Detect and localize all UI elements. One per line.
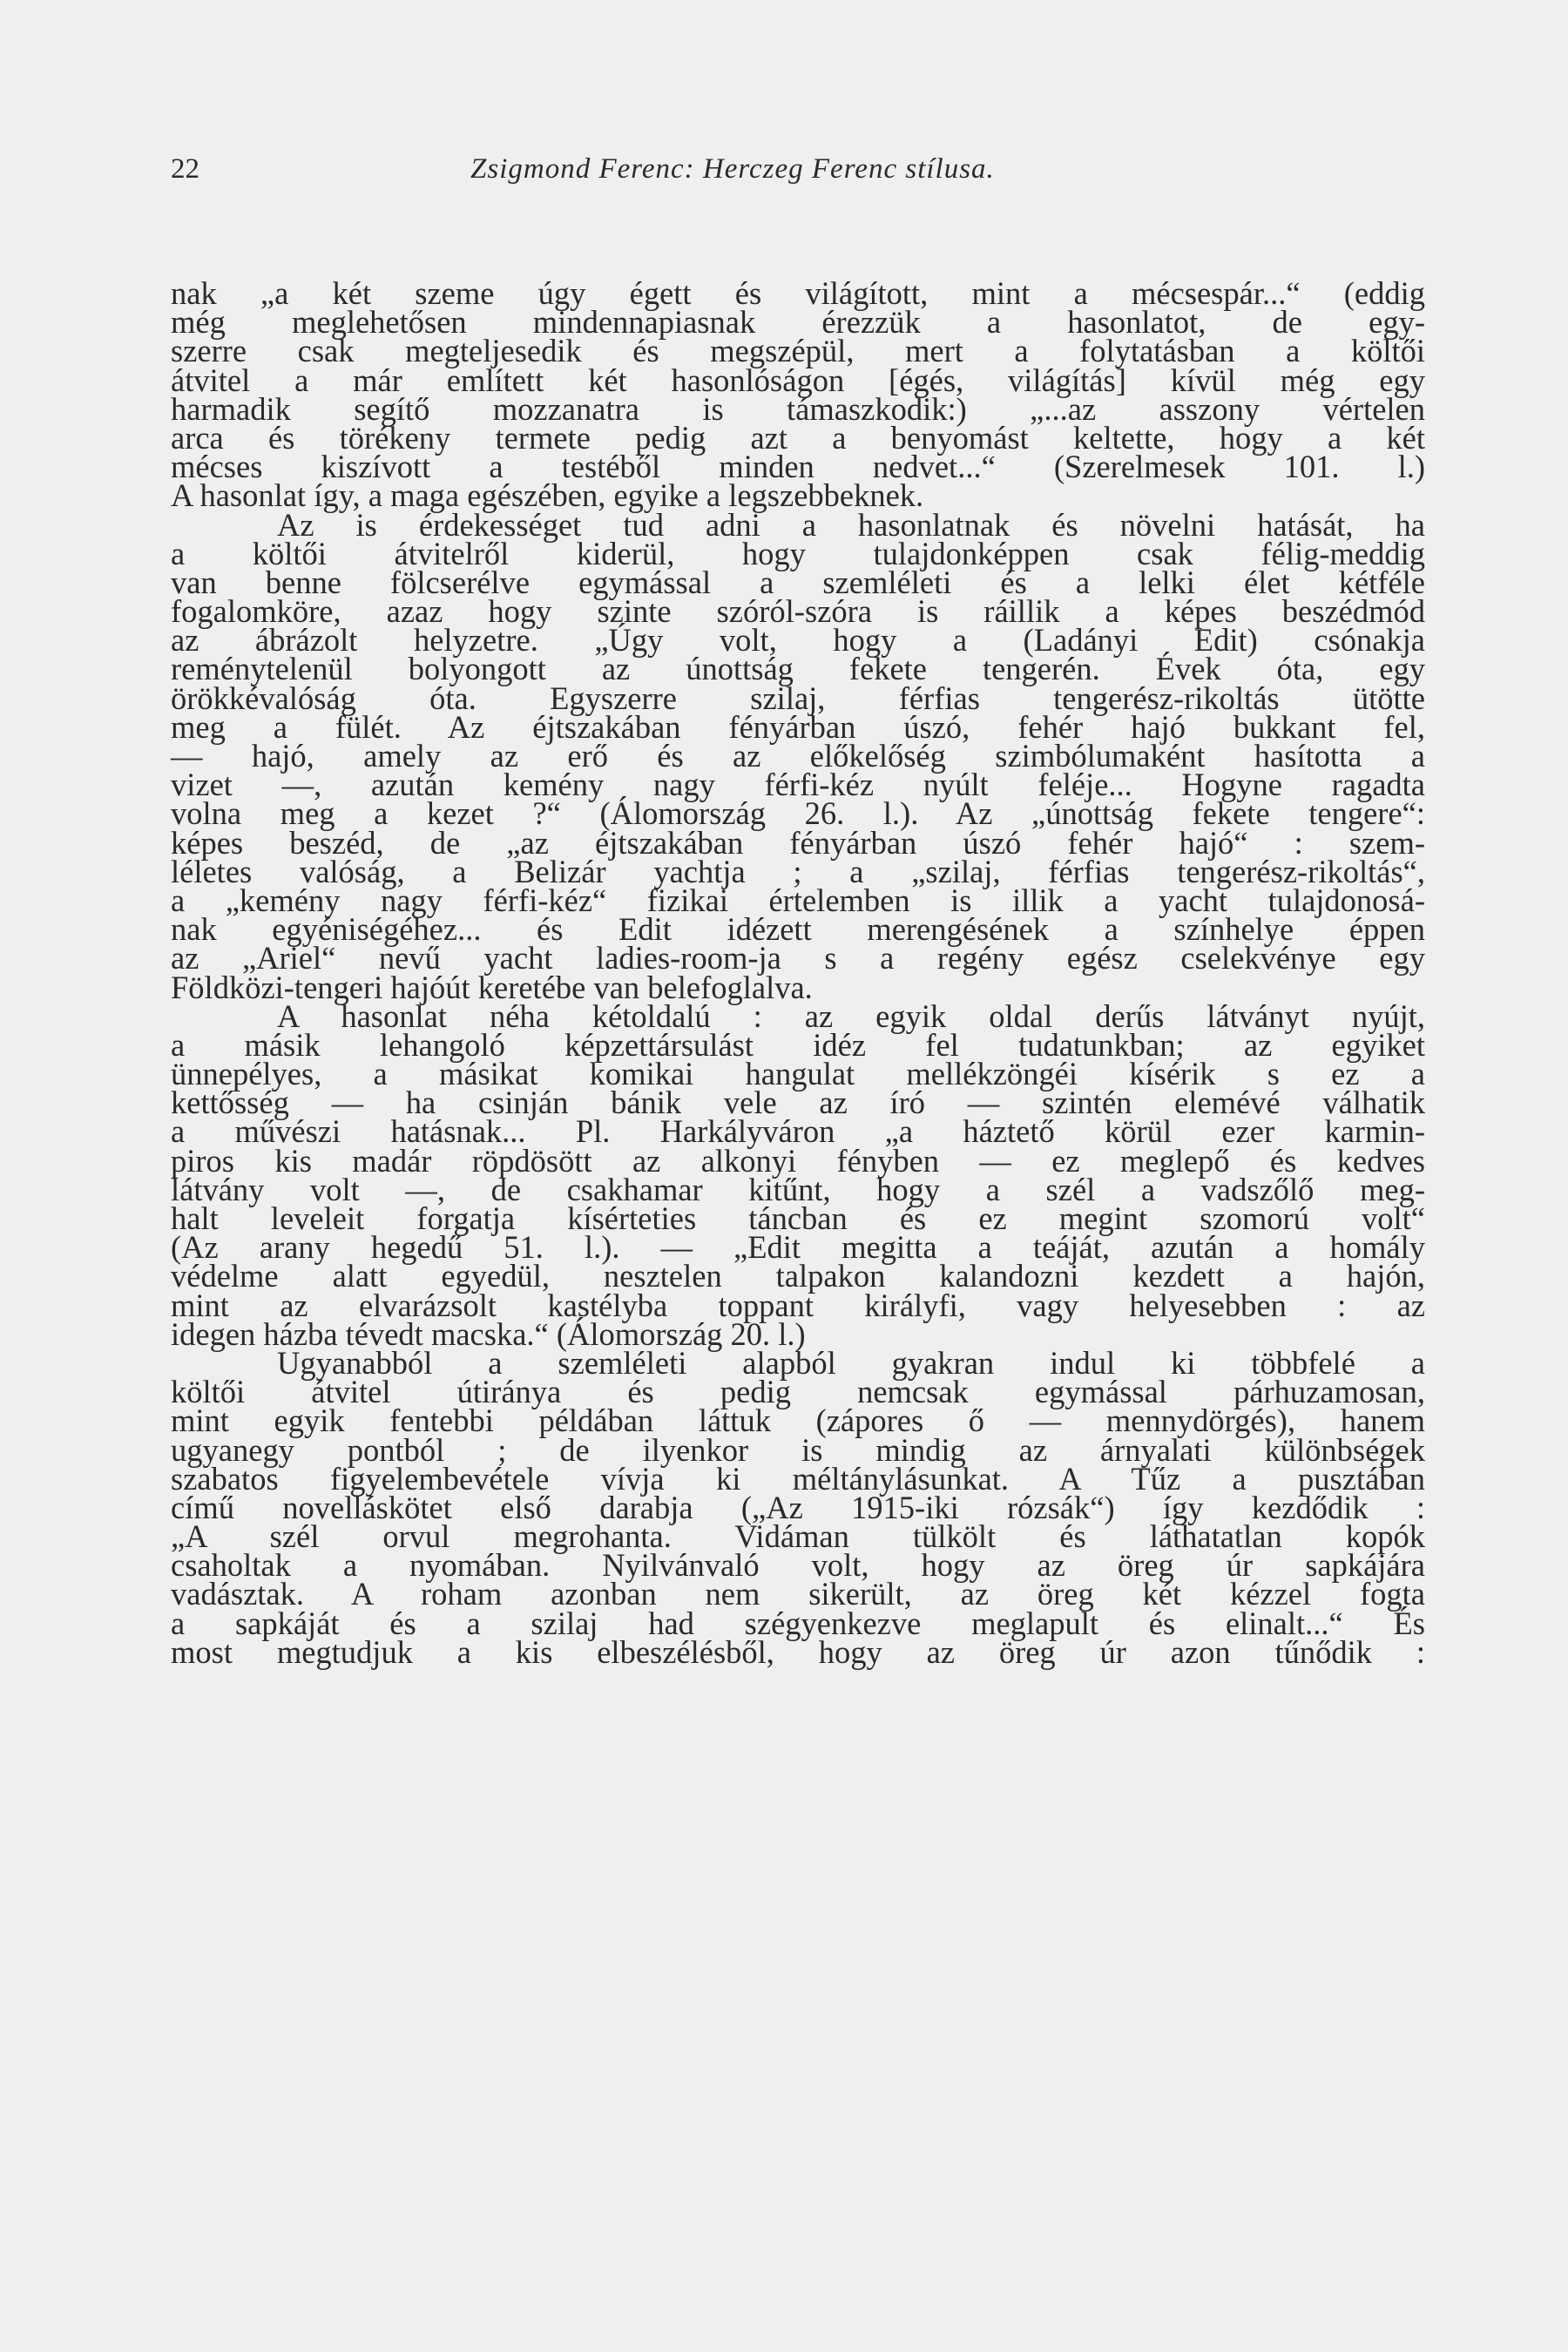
text-line: van benne fölcserélve egymással a szemléleti és a lelki élet kétféle (171, 564, 1425, 600)
text-line: ünnepélyes, a másikat komikai hangulat mellékzöngéi kísérik s ez a (171, 1056, 1425, 1092)
text-line: idegen házba tévedt macska.“ (Álomország 20. l.) (171, 1315, 806, 1352)
text-line: reménytelenül bolyongott az únottság fekete tengerén. Évek óta, egy (171, 651, 1425, 687)
text-line: vizet —, azután kemény nagy férfi-kéz nyúlt feléje... Hogyne ragadta (171, 767, 1425, 803)
text-line: látvány volt —, de csakhamar kitűnt, hogy a szél a vadszőlő meg- (171, 1171, 1425, 1207)
page-number: 22 (171, 153, 199, 185)
paragraph-start: Az is érdekességet tud adni a hasonlatnak és növelni hatását, ha (277, 506, 1425, 543)
text-line: léletes valóság, a Belizár yachtja ; a „szilaj, férfias tengerész-rikoltás“, (171, 853, 1425, 889)
text-line: (Az arany hegedű 51. l.). — „Edit megitta a teáját, azután a homály (171, 1229, 1425, 1266)
text-line: ugyanegy pontból ; de ilyenkor is mindig az árnyalati különbségek (171, 1431, 1425, 1468)
text-line: átvitel a már említett két hasonlóságon [égés, világítás] kívül még egy (171, 362, 1425, 398)
text-line: meg a fülét. Az éjtszakában fényárban úszó, fehér hajó bukkant fel, (171, 708, 1425, 745)
text-line: mint egyik fentebbi példában láttuk (zápores ő — mennydörgés), hanem (171, 1402, 1425, 1439)
text-line: képes beszéd, de „az éjtszakában fényárban úszó fehér hajó“ : szem- (171, 824, 1425, 861)
paragraph-start: A hasonlat néha kétoldalú : az egyik oldal derűs látványt nyújt, (277, 997, 1425, 1034)
text-line: szabatos figyelembevétele vívja ki méltánylásunkat. A Tűz a pusztában (171, 1460, 1425, 1497)
text-line: költői átvitel útiránya és pedig nemcsak egymással párhuzamosan, (171, 1374, 1425, 1410)
text-line: még meglehetősen mindennapiasnak érezzük a hasonlatot, de egy- (171, 304, 1425, 341)
text-line: volna meg a kezet ?“ (Álomország 26. l.). Az „únottság fekete tengere“: (171, 795, 1425, 832)
text-line: piros kis madár röpdösött az alkonyi fényben — ez meglepő és kedves (171, 1142, 1425, 1179)
text-line: harmadik segítő mozzanatra is támaszkodik:) „...az asszony vértelen (171, 390, 1425, 427)
text-line: csaholtak a nyomában. Nyilvánvaló volt, hogy az öreg úr sapkájára (171, 1547, 1425, 1584)
text-line: szerre csak megteljesedik és megszépül, mert a folytatásban a költői (171, 333, 1425, 369)
text-line: kettősség — ha csinján bánik vele az író — szintén elemévé válhatik (171, 1085, 1425, 1121)
text-line: Földközi-tengeri hajóút keretébe van belefoglalva. (171, 969, 813, 1005)
text-line: arca és törékeny termete pedig azt a benyomást keltette, hogy a két (171, 419, 1425, 456)
text-line: A hasonlat így, a maga egészében, egyike a legszebbeknek. (171, 477, 924, 514)
running-title: Zsigmond Ferenc: Herczeg Ferenc stílusa. (470, 153, 995, 185)
paragraph-start: Ugyanabból a szemléleti alapból gyakran indul ki többfelé a (277, 1344, 1425, 1381)
text-line: örökkévalóság óta. Egyszerre szilaj, férfias tengerész-rikoltás ütötte (171, 679, 1425, 716)
text-line: a sapkáját és a szilaj had szégyenkezve meglapult és elinalt...“ És (171, 1605, 1425, 1641)
text-line: nak egyéniségéhez... és Edit idézett merengésének a színhelye éppen (171, 911, 1425, 948)
text-line: nak „a két szeme úgy égett és világított, mint a mécsespár...“ (eddig (171, 275, 1425, 311)
text-line: halt leveleit forgatja kísérteties táncban és ez megint szomorú volt“ (171, 1200, 1425, 1236)
text-line: most megtudjuk a kis elbeszélésből, hogy az öreg úr azon tűnődik : (171, 1633, 1425, 1670)
running-head (171, 153, 1425, 197)
text-line: fogalomköre, azaz hogy szinte szóról-szóra is ráillik a képes beszédmód (171, 593, 1425, 630)
text-line: az ábrázolt helyzetre. „Úgy volt, hogy a (Ladányi Edit) csónakja (171, 622, 1425, 659)
body-text (171, 275, 1425, 1670)
text-line: című novelláskötet első darabja („Az 1915-iki rózsák“) így kezdődik : (171, 1489, 1425, 1525)
text-line: „A szél orvul megrohanta. Vidáman tülkölt és láthatatlan kopók (171, 1518, 1425, 1555)
text-line: mécses kiszívott a testéből minden nedvet...“ (Szerelmesek 101. l.) (171, 449, 1425, 485)
text-line: — hajó, amely az erő és az előkelőség szimbólumaként hasította a (171, 738, 1425, 774)
text-line: az „Ariel“ nevű yacht ladies-room-ja s a regény egész cselekvénye egy (171, 940, 1425, 977)
text-line: a költői átvitelről kiderül, hogy tulajdonképpen csak félig-meddig (171, 535, 1425, 571)
text-line: védelme alatt egyedül, nesztelen talpakon kalandozni kezdett a hajón, (171, 1258, 1425, 1294)
text-line: a művészi hatásnak... Pl. Harkályváron „a háztető körül ezer karmin- (171, 1113, 1425, 1150)
text-line: mint az elvarázsolt kastélyba toppant királyfi, vagy helyesebben : az (171, 1287, 1425, 1323)
text-line: a másik lehangoló képzettársulást idéz fel tudatunkban; az egyiket (171, 1026, 1425, 1063)
text-line: vadásztak. A roham azonban nem sikerült, az öreg két kézzel fogta (171, 1576, 1425, 1612)
text-line: a „kemény nagy férfi-kéz“ fizikai értelemben is illik a yacht tulajdonosá- (171, 882, 1425, 918)
